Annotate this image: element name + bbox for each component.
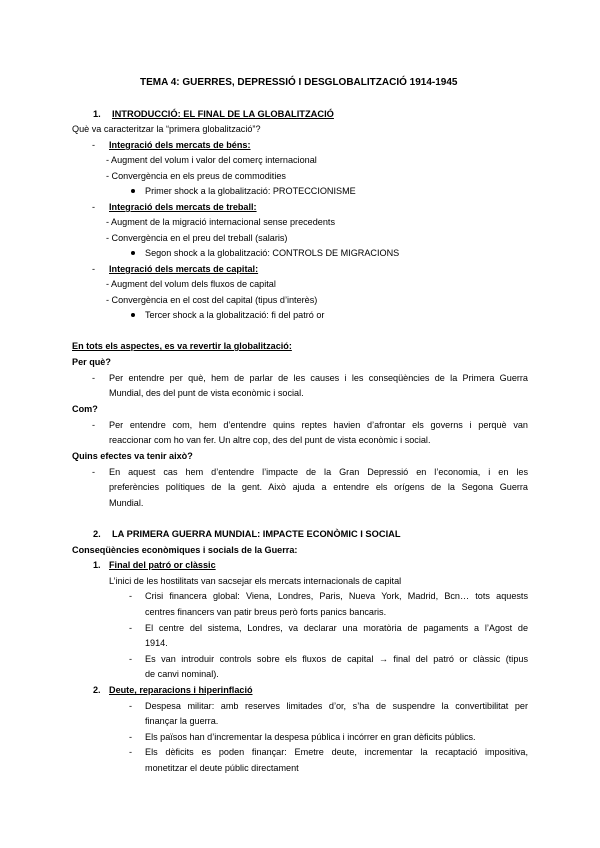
dash-marker: - (129, 701, 133, 711)
item-2-bullet-3-line-2: monetitzar el deute públic directament (145, 763, 299, 773)
section-1-heading: INTRODUCCIÓ: EL FINAL DE LA GLOBALITZACIÓ (112, 109, 334, 119)
dash-marker: - (92, 373, 96, 383)
item-1-bullet-1-line-2: centres financers van patir breus però forts panics bancaris. (145, 607, 387, 617)
dash-marker: - (92, 202, 96, 212)
bullet-icon (131, 251, 135, 255)
capital-shock: Tercer shock a la globalització: fi del patró or (145, 310, 325, 320)
how-answer-line-2: reaccionar com ho van fer. Un altre cop, des del punt de vista econòmic i social. (109, 435, 431, 445)
revert-heading: En tots els aspectes, es va revertir la globalització: (72, 341, 292, 351)
capital-market-title: Integració dels mercats de capital: (109, 264, 259, 274)
dash-marker: - (129, 732, 133, 742)
dash-marker: - (92, 264, 96, 274)
item-1-bullet-2-line-1: El centre del sistema, Londres, va declarar una moratòria de pagaments a l’Agost de (145, 623, 528, 633)
effects-answer-line-3: Mundial. (109, 498, 144, 508)
item-1-number: 1. (93, 560, 101, 570)
item-1-bullet-1-line-1: Crisi financera global: Viena, Londres, Paris, Nueva York, Madrid, Bcn… tots aquests (145, 591, 528, 601)
item-2-title: Deute, reparacions i hiperinflació (109, 685, 253, 695)
dash-marker: - (129, 747, 133, 757)
goods-market-title: Integració dels mercats de béns: (109, 140, 251, 150)
dash-marker: - (129, 623, 133, 633)
bullet-icon (131, 189, 135, 193)
item-1-intro: L’inici de les hostilitats van sacsejar els mercats internacionals de capital (109, 576, 402, 586)
labour-market-title: Integració dels mercats de treball: (109, 202, 257, 212)
effects-answer-line-1: En aquest cas hem d’entendre l’impacte de la Gran Depressió en l’economia, i en les (109, 467, 528, 477)
item-2-bullet-1-line-1: Despesa militar: amb reserves limitades d’or, s’ha de suspendre la convertibilitat per (145, 701, 528, 711)
capital-line-2: - Convergència en el cost del capital (tipus d’interès) (106, 295, 318, 305)
why-answer-line-1: Per entendre per què, hem de parlar de les causes i les conseqüències de la Primera Guerra (109, 373, 528, 383)
item-1-bullet-2-line-2: 1914. (145, 638, 168, 648)
dash-marker: - (92, 467, 96, 477)
labour-line-1: - Augment de la migració internacional sense precedents (106, 217, 335, 227)
dash-marker: - (129, 591, 133, 601)
section-1-number: 1. (93, 109, 101, 119)
labour-shock: Segon shock a la globalització: CONTROLS DE MIGRACIONS (145, 248, 400, 258)
item-1-bullet-3-line-1: Es van introduir controls sobre els fluxos de capital → final del patró or clàssic (tipus (145, 654, 528, 664)
item-1-bullet-3-line-2: de canvi nominal). (145, 669, 219, 679)
dash-marker: - (92, 420, 96, 430)
document-title: TEMA 4: GUERRES, DEPRESSIÓ I DESGLOBALITZACIÓ 1914-1945 (140, 77, 458, 88)
capital-line-1: - Augment del volum dels fluxos de capital (106, 279, 276, 289)
dash-marker: - (92, 140, 96, 150)
goods-line-2: - Convergència en els preus de commodities (106, 171, 286, 181)
item-2-bullet-1-line-2: finançar la guerra. (145, 716, 219, 726)
goods-line-1: - Augment del volum i valor del comerç internacional (106, 155, 317, 165)
how-answer-line-1: Per entendre com, hem d’entendre quins reptes havien d’afrontar els governs i perquè van (109, 420, 528, 430)
effects-question: Quins efectes va tenir això? (72, 451, 193, 461)
intro-question: Què va caracteritzar la “primera globalització”? (72, 124, 261, 134)
why-answer-line-2: Mundial, des del punt de vista econòmic i social. (109, 388, 304, 398)
bullet-icon (131, 313, 135, 317)
item-1-title: Final del patró or clàssic (109, 560, 216, 570)
section-2-heading: LA PRIMERA GUERRA MUNDIAL: IMPACTE ECONÒMIC I SOCIAL (112, 529, 401, 539)
why-question: Per què? (72, 357, 111, 367)
how-question: Com? (72, 404, 98, 414)
section-2-subtitle: Conseqüències econòmiques i socials de la Guerra: (72, 545, 298, 555)
effects-answer-line-2: preferències polítiques de la gent. Això ajuda a entendre els orígens de la Segona Guerra (109, 482, 528, 492)
dash-marker: - (129, 654, 133, 664)
section-2-number: 2. (93, 529, 101, 539)
labour-line-2: - Convergència en el preu del treball (salaris) (106, 233, 288, 243)
item-2-bullet-3-line-1: Els dèficits es poden finançar: Emetre deute, incrementar la recaptació impositiva, (145, 747, 528, 757)
item-2-number: 2. (93, 685, 101, 695)
goods-shock: Primer shock a la globalització: PROTECCIONISME (145, 186, 356, 196)
item-2-bullet-2: Els països han d’incrementar la despesa pública i incórrer en gran dèficits públics. (145, 732, 476, 742)
